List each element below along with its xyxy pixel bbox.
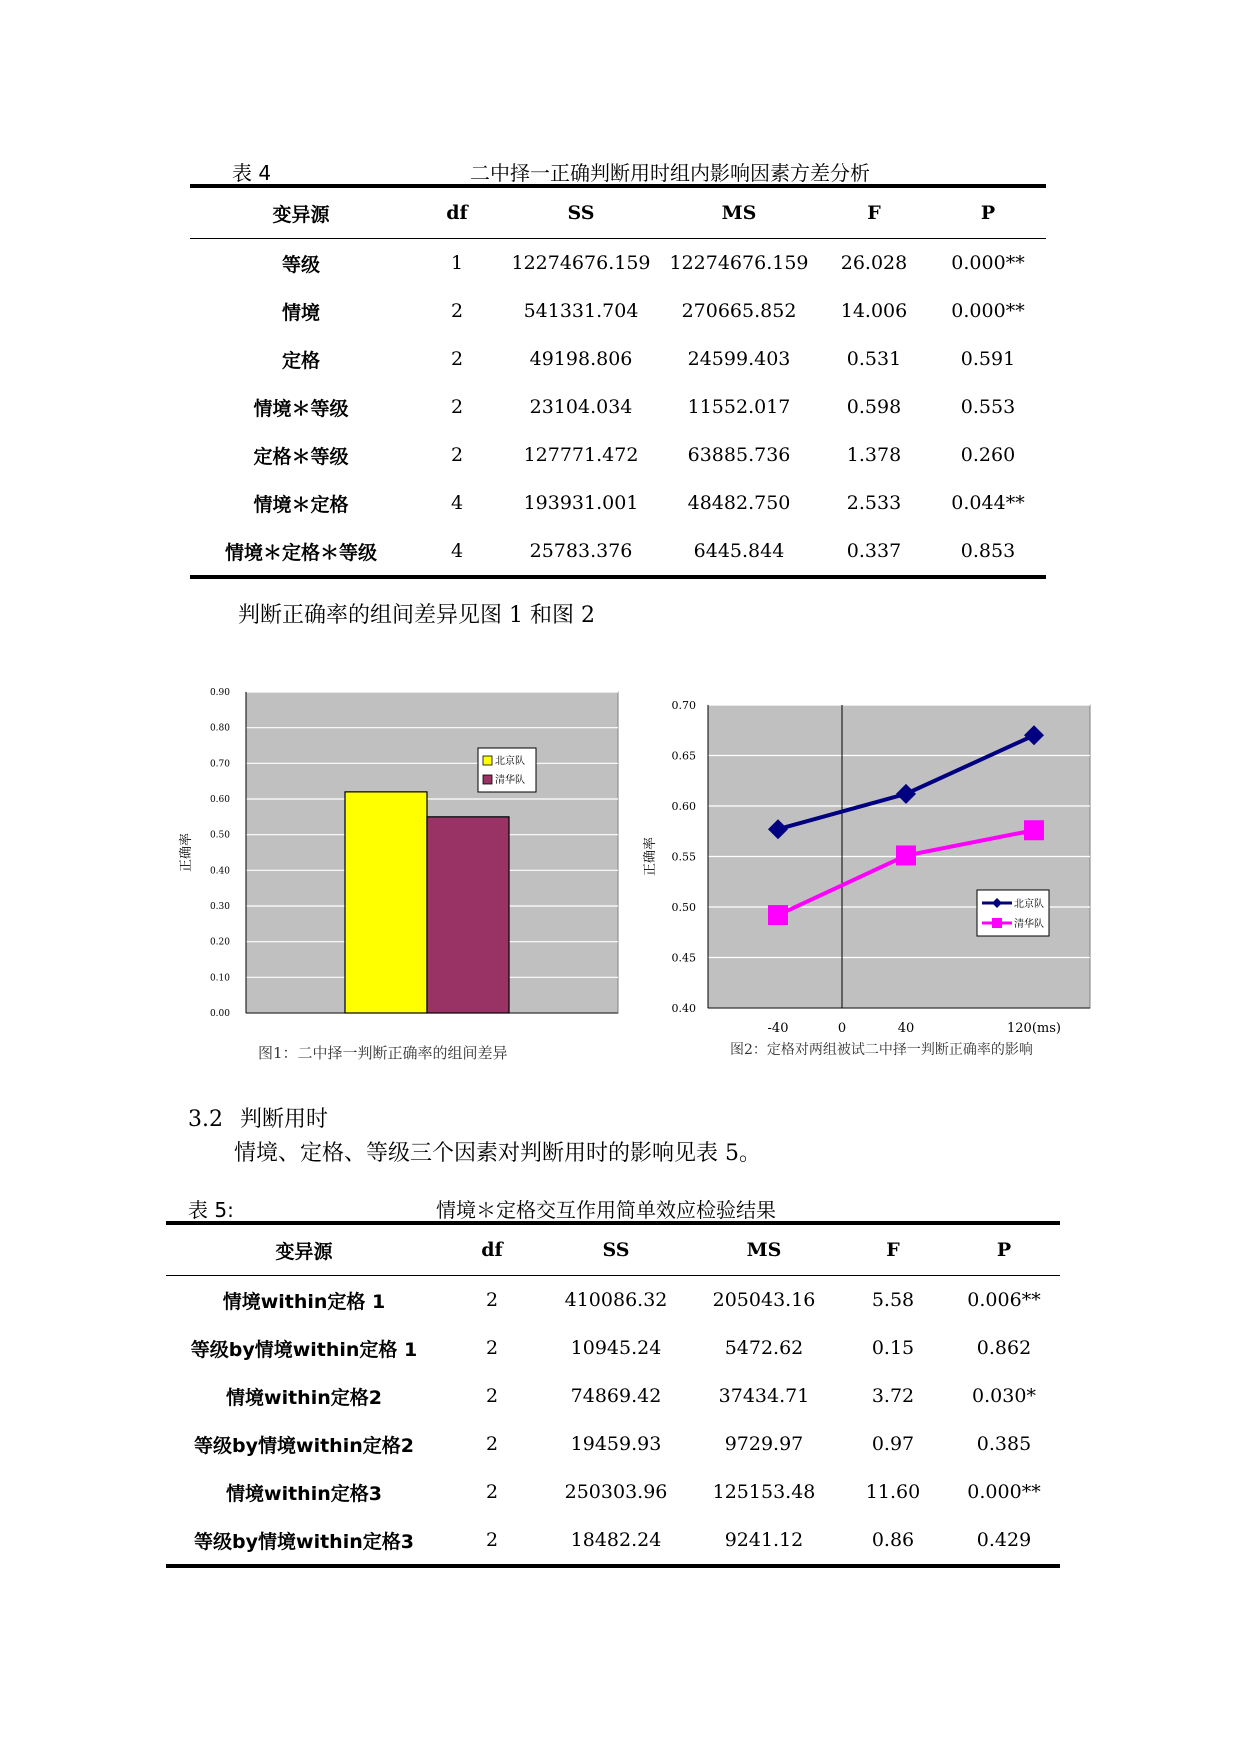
header-source: 变异源 (275, 1240, 333, 1263)
cell-f: 11.60 (865, 1481, 921, 1503)
table-header-row (190, 186, 1046, 239)
cell-p: 0.853 (960, 540, 1016, 562)
cell-f: 14.006 (840, 300, 908, 322)
data-point-qinghua (896, 845, 916, 865)
header-ss: SS (602, 1239, 630, 1261)
table4-label: 表 4 (232, 161, 272, 185)
cell-ms: 37434.71 (718, 1385, 810, 1407)
cell-ss: 49198.806 (529, 348, 633, 370)
y-tick-label: 0.90 (209, 688, 230, 698)
cell-ss: 541331.704 (523, 300, 639, 322)
header-f: F (886, 1239, 900, 1261)
figure1-caption: 图1：二中择一判断正确率的组间差异 (258, 1044, 508, 1062)
cell-df: 2 (450, 396, 464, 418)
cell-ms: 205043.16 (712, 1289, 816, 1311)
cell-ss: 19459.93 (570, 1433, 662, 1455)
cell-source: 等级by情境within定格2 (194, 1434, 414, 1457)
y-tick-label: 0.50 (209, 830, 230, 841)
header-f: F (867, 202, 881, 224)
cell-source: 情境within定格3 (226, 1482, 382, 1505)
y-tick-label: 0.50 (671, 901, 696, 914)
bar-qinghua (427, 817, 509, 1013)
figure2-caption: 图2：定格对两组被试二中择一判断正确率的影响 (730, 1042, 1033, 1058)
legend-label: 北京队 (1014, 899, 1044, 910)
header-df: df (446, 202, 468, 224)
x-tick-label: 120(ms) (1007, 1021, 1061, 1036)
legend-label: 北京队 (495, 756, 525, 767)
cell-ms: 48482.750 (687, 492, 791, 514)
header-ms: MS (721, 202, 757, 224)
cell-p: 0.044** (951, 492, 1025, 514)
cell-ss: 410086.32 (564, 1289, 668, 1311)
cell-source: 等级 (281, 253, 320, 276)
cell-df: 2 (485, 1433, 499, 1455)
cell-source: 情境＊等级 (253, 397, 349, 420)
cell-f: 0.337 (846, 540, 902, 562)
cell-p: 0.000** (951, 300, 1025, 322)
y-tick-label: 0.40 (671, 1002, 696, 1015)
table5-title: 情境＊定格交互作用简单效应检验结果 (436, 1198, 776, 1222)
table-row (166, 1324, 1060, 1372)
header-ss: SS (567, 202, 595, 224)
cell-ms: 63885.736 (687, 444, 791, 466)
y-tick-label: 0.70 (209, 759, 230, 770)
cell-df: 2 (485, 1337, 499, 1359)
y-tick-label: 0.70 (671, 699, 696, 712)
cell-f: 0.86 (871, 1529, 915, 1551)
cell-source: 情境within定格2 (226, 1386, 382, 1409)
cell-ss: 12274676.159 (511, 252, 651, 274)
cell-ss: 127771.472 (523, 444, 639, 466)
table4-title: 二中择一正确判断用时组内影响因素方差分析 (470, 161, 870, 185)
cell-ms: 125153.48 (712, 1481, 816, 1503)
table5-label: 表 5: (188, 1198, 234, 1222)
cell-df: 2 (485, 1385, 499, 1407)
cell-p: 0.006** (967, 1289, 1041, 1311)
legend-swatch (483, 756, 492, 765)
cell-df: 4 (450, 540, 464, 562)
cell-source: 等级by情境within定格3 (194, 1530, 414, 1553)
header-p: P (980, 202, 996, 224)
cell-p: 0.385 (976, 1433, 1032, 1455)
table-row (190, 287, 1046, 335)
data-point-qinghua (1024, 820, 1044, 840)
y-tick-label: 0.60 (671, 800, 696, 813)
cell-source: 情境 (281, 301, 320, 324)
cell-df: 4 (450, 492, 464, 514)
cell-f: 26.028 (840, 252, 908, 274)
cell-p: 0.553 (960, 396, 1016, 418)
cell-f: 0.97 (871, 1433, 915, 1455)
y-tick-label: 0.65 (671, 749, 696, 763)
x-tick-label: 0 (837, 1021, 847, 1036)
paragraph-table5-ref: 情境、定格、等级三个因素对判断用时的影响见表 5。 (234, 1141, 761, 1166)
cell-ss: 23104.034 (529, 396, 633, 418)
y-tick-label: 0.45 (671, 951, 696, 965)
table-row (190, 239, 1046, 288)
y-tick-label: 0.20 (209, 937, 230, 948)
cell-df: 2 (485, 1481, 499, 1503)
cell-source: 情境within定格 1 (222, 1290, 386, 1313)
cell-df: 1 (450, 252, 464, 274)
figure2-line-chart (630, 690, 1100, 1070)
cell-ms: 9241.12 (724, 1529, 804, 1551)
header-ms: MS (746, 1239, 782, 1261)
cell-ms: 6445.844 (693, 540, 785, 562)
cell-ss: 193931.001 (523, 492, 639, 514)
cell-df: 2 (450, 444, 464, 466)
table-row (190, 335, 1046, 383)
y-tick-label: 0.80 (209, 723, 230, 734)
cell-source: 等级by情境within定格 1 (190, 1338, 418, 1361)
cell-ms: 9729.97 (724, 1433, 804, 1455)
cell-source: 定格＊等级 (253, 445, 349, 468)
cell-source: 情境＊定格＊等级 (224, 541, 377, 564)
cell-f: 1.378 (846, 444, 902, 466)
cell-f: 5.58 (871, 1289, 915, 1311)
y-axis-label: 正确率 (179, 832, 194, 873)
y-tick-label: 0.55 (671, 850, 696, 864)
cell-p: 0.260 (960, 444, 1016, 466)
cell-ms: 12274676.159 (669, 252, 809, 274)
cell-source: 情境＊定格 (253, 493, 349, 516)
table-row (166, 1468, 1060, 1516)
cell-ss: 10945.24 (570, 1337, 662, 1359)
cell-ss: 25783.376 (529, 540, 633, 562)
cell-ss: 18482.24 (570, 1529, 662, 1551)
cell-p: 0.030* (972, 1385, 1036, 1407)
cell-ss: 74869.42 (570, 1385, 662, 1407)
cell-f: 0.15 (871, 1337, 915, 1359)
cell-p: 0.591 (960, 348, 1016, 370)
table-header-row (166, 1223, 1060, 1276)
header-p: P (996, 1239, 1012, 1261)
section-title: 判断用时 (240, 1107, 329, 1132)
figure1-bar-chart (160, 680, 630, 1070)
bar-beijing (345, 792, 427, 1013)
legend-marker (992, 918, 1002, 928)
cell-df: 2 (450, 300, 464, 322)
legend-label: 清华队 (495, 775, 525, 786)
section-number: 3.2 (188, 1107, 223, 1132)
cell-p: 0.000** (951, 252, 1025, 274)
cell-ms: 11552.017 (687, 396, 791, 418)
y-tick-label: 0.30 (209, 902, 230, 912)
table-row (190, 479, 1046, 527)
y-tick-label: 0.10 (209, 973, 230, 984)
x-tick-label: 40 (897, 1021, 915, 1036)
table-row (190, 383, 1046, 431)
data-point-qinghua (768, 905, 788, 925)
y-tick-label: 0.40 (209, 866, 230, 877)
table-row (190, 431, 1046, 479)
y-tick-label: 0.00 (209, 1009, 230, 1019)
cell-f: 0.531 (846, 348, 902, 370)
cell-ms: 24599.403 (687, 348, 791, 370)
paragraph-figures-ref: 判断正确率的组间差异见图 1 和图 2 (238, 603, 595, 628)
section-heading (188, 1102, 328, 1133)
table-row (166, 1516, 1060, 1566)
legend-label: 清华队 (1014, 919, 1044, 930)
cell-source: 定格 (281, 349, 320, 372)
table5 (166, 1221, 1060, 1568)
table-row (166, 1372, 1060, 1420)
cell-p: 0.862 (976, 1337, 1032, 1359)
table-row (166, 1276, 1060, 1325)
cell-p: 0.000** (967, 1481, 1041, 1503)
cell-df: 2 (485, 1289, 499, 1311)
cell-df: 2 (450, 348, 464, 370)
cell-df: 2 (485, 1529, 499, 1551)
cell-ms: 5472.62 (724, 1337, 804, 1359)
y-tick-label: 0.60 (209, 795, 230, 805)
cell-p: 0.429 (976, 1529, 1032, 1551)
x-tick-label: -40 (767, 1021, 789, 1036)
table4 (190, 184, 1046, 579)
legend-swatch (483, 775, 492, 784)
header-df: df (481, 1239, 503, 1261)
cell-f: 2.533 (846, 492, 902, 514)
cell-f: 3.72 (871, 1385, 915, 1407)
header-source: 变异源 (272, 203, 330, 226)
table-row (190, 527, 1046, 577)
cell-f: 0.598 (846, 396, 902, 418)
cell-ss: 250303.96 (564, 1481, 668, 1503)
cell-ms: 270665.852 (681, 300, 797, 322)
y-axis-label: 正确率 (643, 836, 658, 877)
table-row (166, 1420, 1060, 1468)
